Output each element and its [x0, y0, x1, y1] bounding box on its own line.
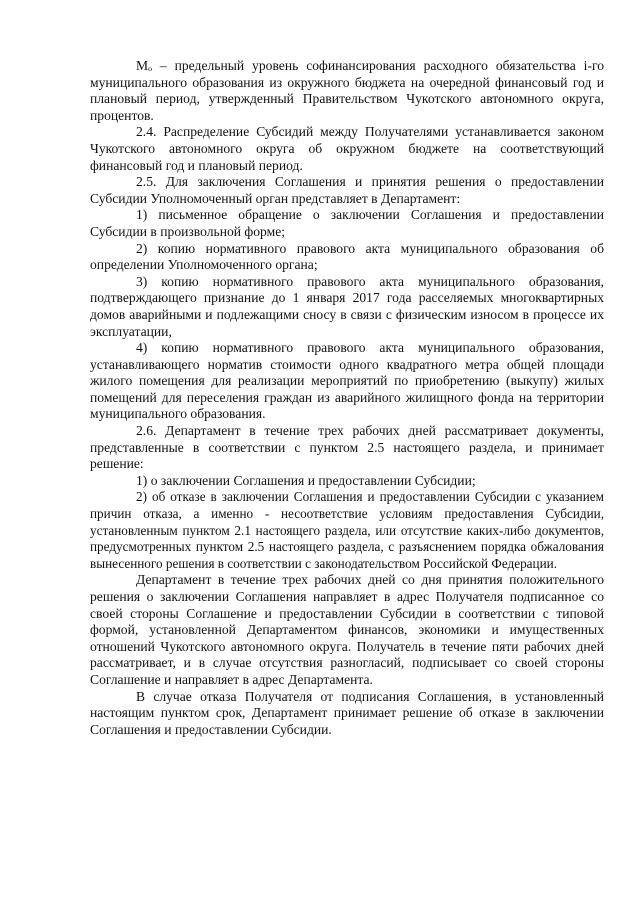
paragraph-2-5-item-4: 4) копию нормативного правового акта муниципального образования, устанавливающего норматив стоимости одного квадратного метра общей площади жилого помещения для реализации мероприятий по приобретению (выкупу) жилых помещений для переселения граждан из аварийного жилищного фонда на территории муниципального образования.	[90, 340, 604, 422]
paragraph-2-6: 2.6. Департамент в течение трех рабочих дней рассматривает документы, представленные в соответствии с пунктом 2.5 настоящего раздела, и принимает решение:	[90, 423, 604, 472]
paragraph-2-6-item-1: 1) о заключении Соглашения и предоставлении Субсидии;	[136, 472, 476, 488]
paragraph-2-5: 2.5. Для заключения Соглашения и принятия решения о предоставлении Субсидии Уполномоченный орган представляет в Департамент:	[90, 174, 604, 206]
paragraph-department-decision: Департамент в течение трех рабочих дней со дня принятия положительного решения о заключении Соглашения направляет в адрес Получателя подписанное со своей стороны Соглашение и предоставлении Субсидии в соответствии с типовой формой, установленной Департаментом финансов, экономики и имущественных отношений Чукотского автономного округа. Получатель в течение пяти рабочих дней рассматривает, и в случае отсутствия разногласий, подписывает со своей стороны Соглашение и направляет в адрес Департамента.	[90, 572, 604, 687]
paragraph-2-5-item-3: 3) копию нормативного правового акта муниципального образования, подтверждающего признание до 1 января 2017 года расселяемых многоквартирных домов аварийными и подлежащими сносу в связи с физическим износом в процессе их эксплуатации,	[90, 273, 604, 339]
paragraph-2-6-item-2: 2) об отказе в заключении Соглашения и предоставлении Субсидии с указанием причин отказа, а именно - несоответствие условиям предоставления Субсидии, установленным пунктом 2.1 настоящего раздела, или отсутствие каких-либо документов, предусмотренных пунктом 2.5 настоящего раздела, с разъяснением порядка обжалования вынесенного решения в соответствии с законодательством Российской Федерации.	[90, 489, 604, 571]
paragraph-m0-definition: Мₒ – предельный уровень софинансирования расходного обязательства i-го муниципального образования из окружного бюджета на очередной финансовый год и плановый период, утвержденный Правительством Чукотского автономного округа, процентов.	[90, 58, 604, 123]
paragraph-2-4: 2.4. Распределение Субсидий между Получателями устанавливается законом Чукотского автономного округа об окружном бюджете на соответствующий финансовый год и плановый период.	[90, 124, 604, 173]
paragraph-2-5-item-1: 1) письменное обращение о заключении Соглашения и предоставлении Субсидии в произвольной форме;	[90, 207, 604, 239]
paragraph-2-5-item-2: 2) копию нормативного правового акта муниципального образования об определении Уполномоченного органа;	[90, 240, 604, 273]
paragraph-refusal: В случае отказа Получателя от подписания Соглашения, в установленный настоящим пунктом срок, Департамент принимает решение об отказе в заключении Соглашения и предоставлении Субсидии.	[90, 688, 604, 737]
document-body	[90, 58, 604, 738]
